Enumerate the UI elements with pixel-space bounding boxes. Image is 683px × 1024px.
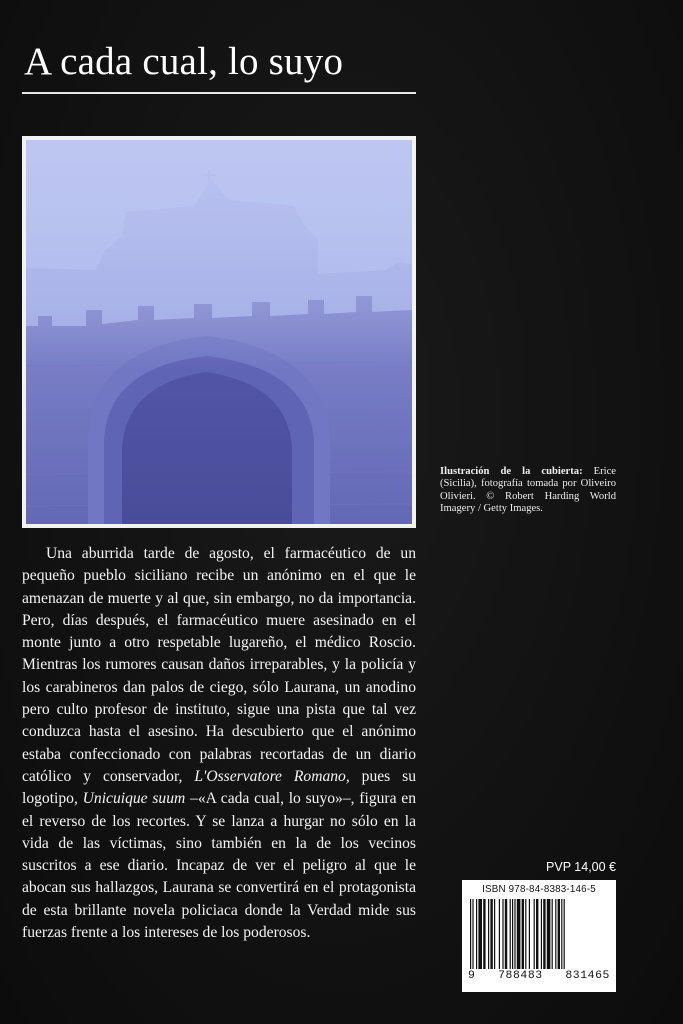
barcode-bar [525,899,526,969]
cathedral-fog-photo [26,140,412,524]
synopsis-italic-motto: Unicuique suum [82,790,186,808]
barcode-bar [494,899,495,969]
barcode-bar [488,899,489,969]
barcode-bar [514,899,515,969]
barcode-bar [502,899,503,969]
cover-photo-frame [22,136,416,528]
barcode-bar [470,899,471,969]
barcode-bar [517,899,521,969]
synopsis-text [22,543,416,944]
synopsis-part-1: Una aburrida tarde de agosto, el farmacéutico de un pequeño pueblo siciliano recibe un anónimo en el que le amenazan de muerte y al que, sin embargo, no da importancia. Pero, días después, el farmacéutico muere asesinado en el monte junto a otro respetable lugareño, el médico Roscio. Mientras los rumores causan daños irreparables, y la policía y los carabineros dan palos de ciego, sólo Laurana, un anodino pero culto profesor de instituto, sigue una pista que tal vez conduzca hasta el asesino. Ha descubierto que el anónimo estaba confeccionado con palabras recortadas de un diario católico y conservador, [22,545,416,785]
credit-text: Erice (Sicilia), fotografía tomada por Oliveiro Olivieri. © Robert Harding World Imagery / Getty Images. [440,466,617,515]
barcode-bar [522,899,524,969]
cover-illustration-credit [440,466,616,516]
barcode-bar [476,899,477,969]
barcode-bar [561,899,562,969]
credit-label: Ilustración de la cubierta: [440,466,583,477]
barcode-bar [536,899,538,969]
barcode-digit-lead: 9 [468,970,476,982]
synopsis-part-2: pues su logotipo, [22,767,417,808]
barcode-bar [510,899,511,969]
barcode-bar [529,899,530,969]
barcode-bar [478,899,482,969]
price-label: PVP 14,00 € [546,860,616,874]
barcode-bar [512,899,513,969]
barcode-digits [468,970,610,982]
barcode-bar [541,899,542,969]
barcode-icon [468,899,610,969]
barcode-bar [505,899,507,969]
title-underline [22,92,416,94]
barcode-bar [555,899,556,969]
barcode-digit-group-2: 831465 [565,970,610,982]
barcode-bar [499,899,500,969]
synopsis-italic-newspaper: L'Osservatore Romano, [194,767,350,785]
isbn-barcode-block [462,880,616,992]
synopsis-part-3: –«A cada cual, lo suyo»–, figura en el reverso de los recortes. Y se lanza a hurgar no sólo en la vida de las víctimas, sino también en la de los vecinos suscritos a ese diario. Incapaz de ver el peligro al que le abocan sus hallazgos, Laurana se convertirá en el protagonista de esta brillante novela policiaca donde la Verdad mide sus fuerzas frente a los intereses de los poderosos. [22,790,417,942]
barcode-bar [547,899,551,969]
barcode-bar [552,899,553,969]
isbn-number: ISBN 978-84-8383-146-5 [482,884,596,895]
synopsis-paragraph [22,543,416,944]
book-title: A cada cual, lo suyo [24,40,344,83]
barcode-bar [483,899,485,969]
barcode-bar [472,899,473,969]
barcode-digit-group-1: 788483 [498,970,543,982]
barcode-bar [564,899,565,969]
barcode-bar [558,899,560,969]
barcode-bar [490,899,492,969]
barcode-bar [534,899,535,969]
barcode-bar [543,899,545,969]
